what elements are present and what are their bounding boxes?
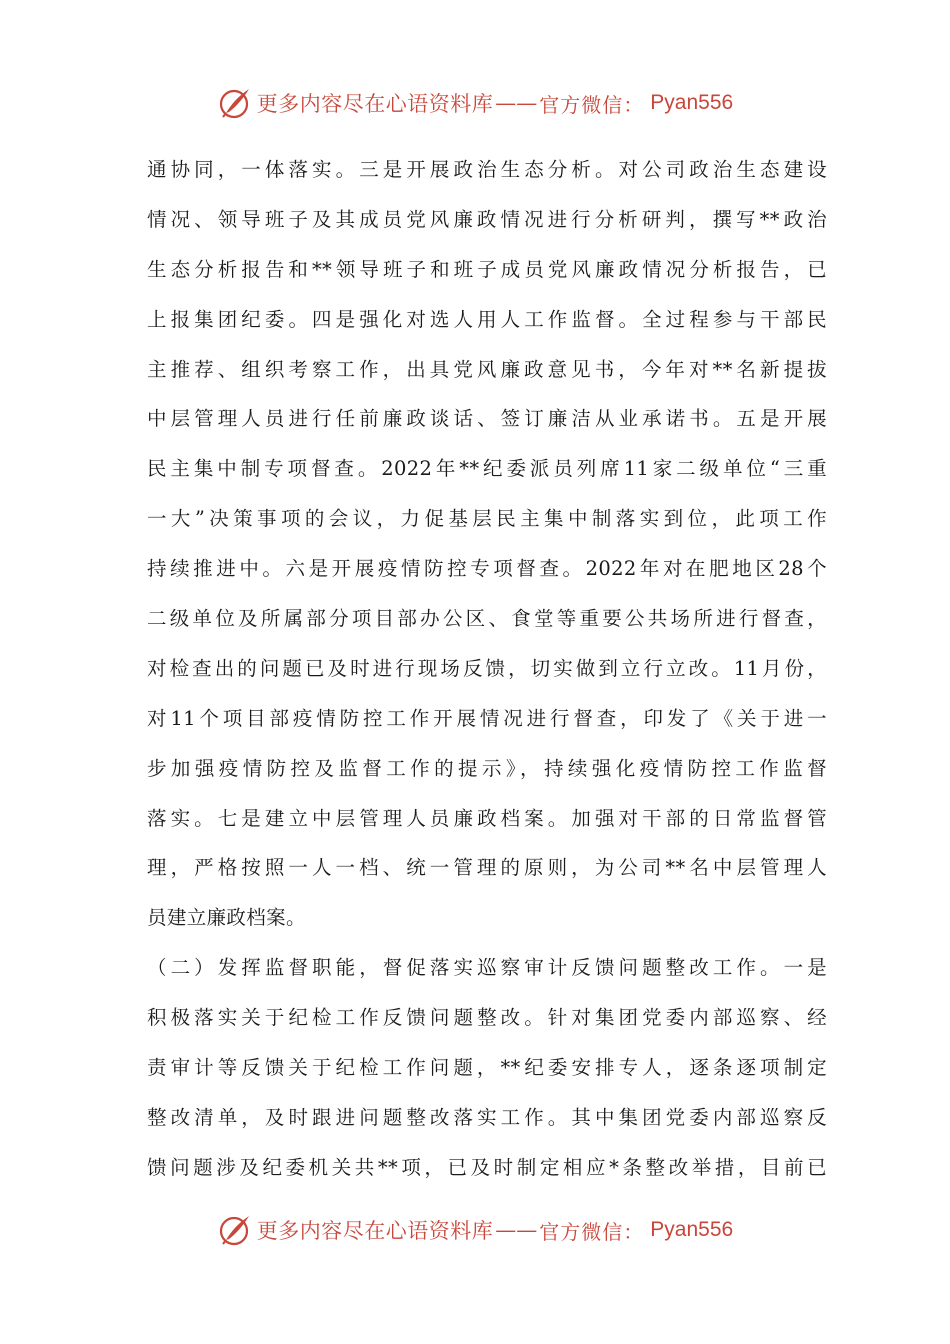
body-line: 责审计等反馈关于纪检工作问题，**纪委安排专人，逐条逐项制定: [147, 1056, 827, 1080]
quill-pen-logo-icon: [217, 85, 253, 121]
footer-banner: [0, 1210, 950, 1250]
body-line: 积极落实关于纪检工作反馈问题整改。针对集团党委内部巡察、经: [147, 1006, 827, 1030]
document-body: [147, 145, 827, 1193]
body-line: 通协同，一体落实。三是开展政治生态分析。对公司政治生态建设: [147, 158, 827, 181]
body-line: 情况、领导班子及其成员党风廉政情况进行分析研判，撰写**政治: [147, 207, 827, 231]
banner-wechat-label: 官方微信：: [539, 1219, 645, 1244]
banner-title: 更多内容尽在心语资料库: [256, 1219, 494, 1243]
body-line: 生态分析报告和**领导班子和班子成员党风廉政情况分析报告，已: [147, 257, 827, 281]
body-line: 步加强疫情防控及监督工作的提示》，持续强化疫情防控工作监督: [147, 756, 827, 780]
body-line: 主推荐、组织考察工作，出具党风廉政意见书，今年对**名新提拔: [147, 357, 827, 381]
banner-wechat-id: Pyan556: [650, 1218, 734, 1241]
body-line: 对11个项目部疫情防控工作开展情况进行督查，印发了《关于进一: [147, 706, 827, 730]
body-line: 整改清单，及时跟进问题整改落实工作。其中集团党委内部巡察反: [147, 1105, 827, 1129]
body-line: 理，严格按照一人一档、统一管理的原则，为公司**名中层管理人: [147, 856, 827, 880]
body-line: 二级单位及所属部分项目部办公区、食堂等重要公共场所进行督查，: [147, 607, 827, 631]
banner-dash: ——: [495, 91, 538, 115]
body-line: 落实。七是建立中层管理人员廉政档案。加强对干部的日常监督管: [147, 806, 827, 830]
banner-title: 更多内容尽在心语资料库: [256, 92, 494, 116]
header-banner: [0, 83, 950, 123]
body-line: 员建立廉政档案。: [147, 906, 306, 930]
banner-wechat-label: 官方微信：: [539, 92, 645, 117]
body-line: 民主集中制专项督查。2022年**纪委派员列席11家二级单位“三重: [147, 457, 827, 481]
banner-dash: ——: [495, 1218, 538, 1242]
body-line: 上报集团纪委。四是强化对选人用人工作监督。全过程参与干部民: [147, 307, 827, 331]
body-line: 对检查出的问题已及时进行现场反馈，切实做到立行立改。11月份，: [147, 656, 827, 680]
body-line: 一大”决策事项的会议，力促基层民主集中制落实到位，此项工作: [147, 507, 827, 531]
quill-pen-logo-icon: [217, 1212, 253, 1248]
section-heading-line: （二）发挥监督职能，督促落实巡察审计反馈问题整改工作。一是: [147, 956, 827, 980]
body-line: 持续推进中。六是开展疫情防控专项督查。2022年对在肥地区28个: [147, 557, 827, 581]
banner-wechat-id: Pyan556: [650, 91, 734, 114]
body-line: 中层管理人员进行任前廉政谈话、签订廉洁从业承诺书。五是开展: [147, 407, 827, 431]
body-line: 馈问题涉及纪委机关共**项，已及时制定相应*条整改举措，目前已: [147, 1155, 827, 1179]
